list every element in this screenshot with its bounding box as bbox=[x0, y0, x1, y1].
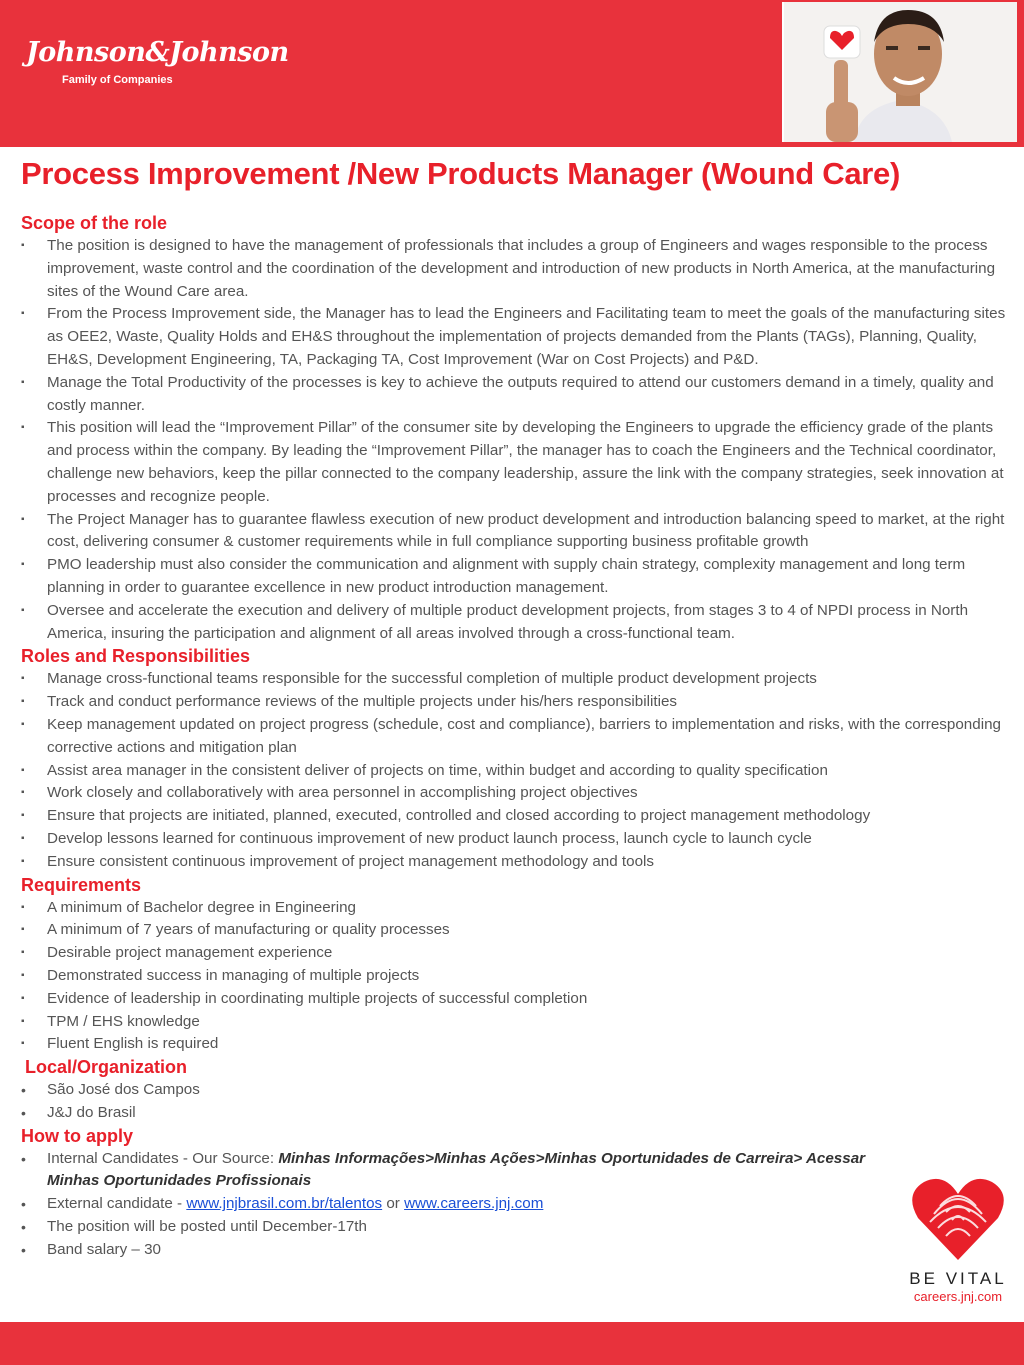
list-item: ▪ Oversee and accelerate the execution and delivery of multiple product development projects, from stages 3 to 4 of NPDI process in North America, insuring the participation and alignment of all areas involved through a cross-functional team. bbox=[21, 600, 1006, 646]
requirements-list bbox=[21, 897, 1006, 1057]
list-item: ▪ Work closely and collaboratively with area personnel in accomplishing project objectives bbox=[21, 782, 1006, 805]
list-item: ▪ Evidence of leadership in coordinating multiple projects of successful completion bbox=[21, 988, 1006, 1011]
list-item: ▪ This position will lead the “Improvement Pillar” of the consumer site by developing the Engineers to upgrade the efficiency grade of the plants and process within the company. By leading the “Improvement Pillar”, the manager has to coach the Engineers and the Technical coordinator, challenge new behaviors, keep the pillar connected to the company leadership, assure the link with the company strategies, seek innovation at processes and recognize people. bbox=[21, 417, 1006, 508]
list-item: ▪ Develop lessons learned for continuous improvement of new product launch process, launch cycle to launch cycle bbox=[21, 828, 1006, 851]
external-prefix: External candidate - bbox=[47, 1195, 187, 1213]
job-description bbox=[21, 212, 1006, 1262]
scope-list bbox=[21, 235, 1006, 645]
list-item: ▪ PMO leadership must also consider the communication and alignment with supply chain strategy, complexity management and long term planning in order to guarantee excellence in new product introduction management. bbox=[21, 554, 1006, 600]
careers-link[interactable]: www.careers.jnj.com bbox=[404, 1195, 544, 1213]
list-item: ▪ Assist area manager in the consistent deliver of projects on time, within budget and according to quality specification bbox=[21, 760, 1006, 783]
header-banner bbox=[0, 0, 1024, 147]
fingerprint-heart-icon bbox=[910, 1176, 1006, 1262]
logo-wordmark: Johnson&Johnson bbox=[26, 37, 289, 68]
apply-heading: How to apply bbox=[21, 1125, 133, 1146]
list-item: • São José dos Campos bbox=[21, 1079, 1006, 1102]
local-list bbox=[21, 1079, 1006, 1125]
band-salary-item: • Band salary – 30 bbox=[21, 1239, 1006, 1262]
list-item: • J&J do Brasil bbox=[21, 1102, 1006, 1125]
list-item: ▪ A minimum of 7 years of manufacturing or quality processes bbox=[21, 919, 1006, 942]
jnjbrasil-link[interactable]: www.jnjbrasil.com.br/talentos bbox=[186, 1195, 383, 1213]
careers-url-text: careers.jnj.com bbox=[913, 1289, 1003, 1304]
list-item: ▪ TPM / EHS knowledge bbox=[21, 1011, 1006, 1034]
header-photo bbox=[782, 2, 1017, 142]
company-logo bbox=[26, 38, 289, 86]
be-vital-badge bbox=[906, 1176, 1010, 1304]
list-item: ▪ Ensure that projects are initiated, planned, executed, controlled and closed according to project management methodology bbox=[21, 805, 1006, 828]
list-item: ▪ Demonstrated success in managing of multiple projects bbox=[21, 965, 1006, 988]
list-item: ▪ A minimum of Bachelor degree in Engineering bbox=[21, 897, 1006, 920]
internal-candidates-item bbox=[21, 1148, 1006, 1194]
external-or: or bbox=[382, 1195, 405, 1213]
apply-list bbox=[21, 1148, 1006, 1262]
internal-prefix: Internal Candidates - Our Source: bbox=[47, 1149, 279, 1167]
list-item: ▪ The position is designed to have the management of professionals that includes a group of Engineers and wages responsible to the process improvement, waste control and the coordination of the development and introduction of new products in North America, at the manufacturing sites of the Wound Care area. bbox=[21, 235, 1006, 303]
list-item: ▪ Track and conduct performance reviews of the multiple projects under his/hers responsibilities bbox=[21, 691, 1006, 714]
be-vital-text: BE VITAL bbox=[909, 1269, 1007, 1288]
roles-heading: Roles and Responsibilities bbox=[21, 646, 251, 667]
list-item: ▪ Fluent English is required bbox=[21, 1033, 1006, 1056]
local-heading: Local/Organization bbox=[25, 1057, 188, 1078]
list-item: ▪ Manage cross-functional teams responsible for the successful completion of multiple product development projects bbox=[21, 668, 1006, 691]
external-candidates-item bbox=[21, 1193, 1006, 1216]
roles-list bbox=[21, 668, 1006, 873]
list-item: ▪ From the Process Improvement side, the Manager has to lead the Engineers and Facilitating team to meet the goals of the manufacturing sites as OEE2, Waste, Quality Holds and EH&S throughout the implementation of projects demanded from the Plants (TAGs), Planning, Quality, EH&S, Development Engineering, TA, Packaging TA, Cost Improvement (War on Cost Projects) and P&D. bbox=[21, 303, 1006, 371]
list-item: ▪ Keep management updated on project progress (schedule, cost and compliance), barriers to implementation and risks, with the corresponding corrective actions and mitigation plan bbox=[21, 714, 1006, 760]
posted-until-item: • The position will be posted until December-17th bbox=[21, 1216, 1006, 1239]
list-item: ▪ The Project Manager has to guarantee flawless execution of new product development and introduction balancing speed to market, at the right cost, delivering consumer & customer requirements while in full compliance supporting business profitable growth bbox=[21, 509, 1006, 555]
scope-heading: Scope of the role bbox=[21, 213, 168, 233]
logo-subtitle: Family of Companies bbox=[62, 74, 173, 86]
list-item: ▪ Ensure consistent continuous improvement of project management methodology and tools bbox=[21, 851, 1006, 874]
list-item: ▪ Desirable project management experience bbox=[21, 942, 1006, 965]
internal-path: Minhas Informações>Minhas Ações>Minhas Oportunidades de Carreira> Acessar Minhas Oportunidades Profissionais bbox=[47, 1149, 866, 1190]
person-touching-heart-image bbox=[784, 2, 1017, 142]
footer-bar bbox=[0, 1322, 1024, 1365]
page-title: Process Improvement /New Products Manager (Wound Care) bbox=[21, 156, 900, 191]
list-item: ▪ Manage the Total Productivity of the processes is key to achieve the outputs required to attend our customers demand in a timely, quality and costly manner. bbox=[21, 372, 1006, 418]
requirements-heading: Requirements bbox=[21, 874, 142, 895]
